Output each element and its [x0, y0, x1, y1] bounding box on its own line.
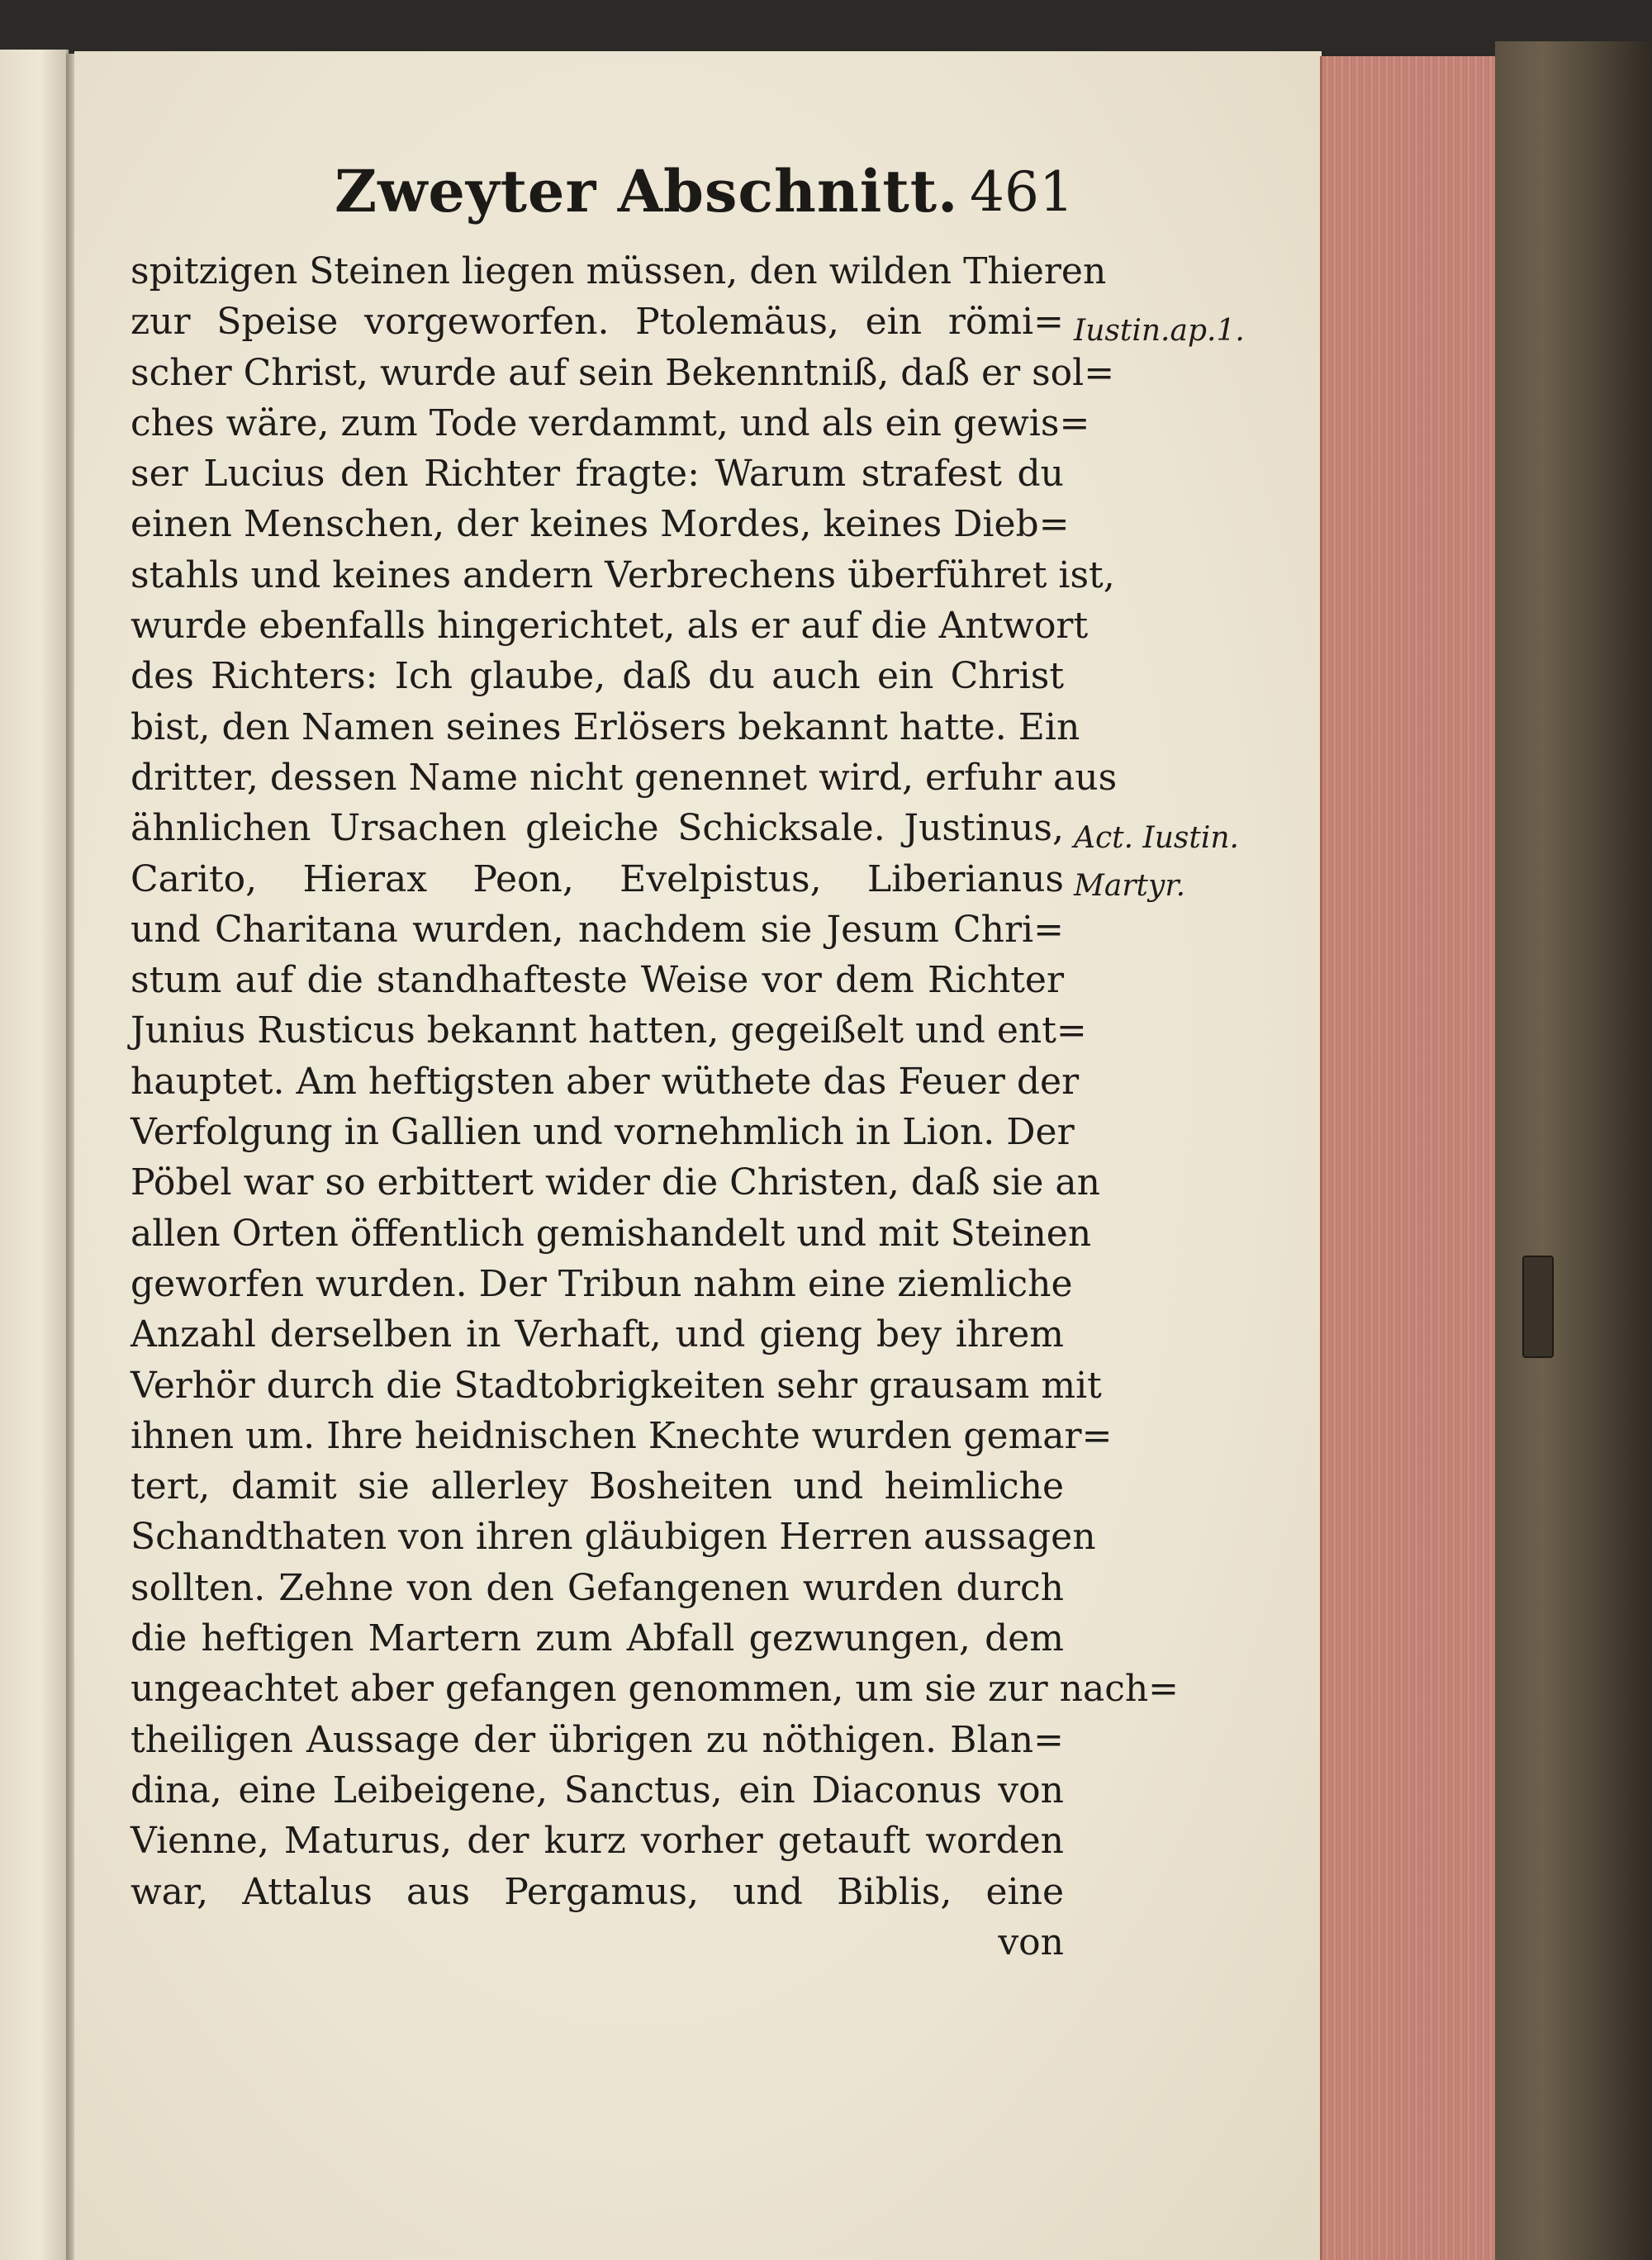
text-line: stum auf die standhafteste Weise vor dem Richter — [131, 959, 1064, 1002]
book-clasp — [1522, 1256, 1554, 1358]
text-line: war, Attalus aus Pergamus, und Biblis, eine — [131, 1870, 1064, 1913]
page-number: 461 — [970, 160, 1074, 224]
text-line: ungeachtet aber gefangen genommen, um sie zur nach= — [131, 1668, 1180, 1711]
text-line: Verhör durch die Stadtobrigkeiten sehr grausam mit — [131, 1364, 1102, 1407]
text-line: des Richters: Ich glaube, daß du auch ein Christ — [131, 655, 1064, 698]
text-line: Verfolgung in Gallien und vornehmlich in Lion. Der — [131, 1111, 1075, 1154]
text-line: Pöbel war so erbittert wider die Christen, daß sie an — [131, 1161, 1100, 1204]
text-line: geworfen wurden. Der Tribun nahm eine ziemliche — [131, 1262, 1073, 1305]
text-line: ches wäre, zum Tode verdammt, und als ein gewis= — [131, 401, 1090, 444]
book-cover — [1495, 41, 1652, 2260]
text-line: und Charitana wurden, nachdem sie Jesum Chri= — [131, 908, 1064, 951]
text-line: zur Speise vorgeworfen. Ptolemäus, ein römi= — [131, 301, 1064, 344]
margin-note-act-iustin: Act. Iustin. — [1074, 821, 1240, 855]
text-line: stahls und keines andern Verbrechens überführet ist, — [131, 553, 1115, 596]
text-line: tert, damit sie allerley Bosheiten und heimliche — [131, 1465, 1064, 1508]
text-line: Carito, Hierax Peon, Evelpistus, Liberianus — [131, 857, 1064, 900]
text-line: bist, den Namen seines Erlösers bekannt hatte. Ein — [131, 705, 1080, 748]
text-line: wurde ebenfalls hingerichtet, als er auf die Antwort — [131, 605, 1089, 648]
text-line: einen Menschen, der keines Mordes, keines Dieb= — [131, 503, 1070, 546]
text-line: ähnlichen Ursachen gleiche Schicksale. Justinus, — [131, 807, 1064, 850]
running-header — [132, 140, 1074, 231]
section-title: Zweyter Abschnitt. — [335, 157, 959, 226]
margin-note-iustin-ap: Iustin.ap.1. — [1074, 314, 1245, 348]
text-line: dina, eine Leibeigene, Sanctus, ein Diaconus von — [131, 1769, 1064, 1811]
text-line: hauptet. Am heftigsten aber wüthete das Feuer der — [131, 1060, 1080, 1103]
catchword: von — [998, 1921, 1064, 1963]
text-line: scher Christ, wurde auf sein Bekenntniß, daß er sol= — [131, 351, 1115, 394]
text-line: Junius Rusticus bekannt hatten, gegeißelt und ent= — [131, 1009, 1087, 1052]
left-page-edge — [0, 50, 69, 2260]
text-line: ser Lucius den Richter fragte: Warum strafest du — [131, 453, 1064, 496]
text-line: allen Orten öffentlich gemishandelt und mit Steinen — [131, 1212, 1092, 1255]
text-line: Vienne, Maturus, der kurz vorher getauft worden — [131, 1820, 1064, 1863]
text-line: die heftigen Martern zum Abfall gezwungen, dem — [131, 1617, 1064, 1660]
text-line: ihnen um. Ihre heidnischen Knechte wurden gemar= — [131, 1414, 1113, 1457]
text-line: Anzahl derselben in Verhaft, und gieng bey ihrem — [131, 1313, 1064, 1356]
text-line: Schandthaten von ihren gläubigen Herren aussagen — [131, 1516, 1096, 1559]
text-line: dritter, dessen Name nicht genennet wird, erfuhr aus — [131, 756, 1118, 799]
page-edges-red — [1320, 56, 1498, 2260]
margin-note-martyr: Martyr. — [1074, 869, 1186, 903]
text-line: sollten. Zehne von den Gefangenen wurden durch — [131, 1566, 1064, 1609]
text-line: spitzigen Steinen liegen müssen, den wilden Thieren — [131, 250, 1107, 292]
text-line: theiligen Aussage der übrigen zu nöthigen. Blan= — [131, 1718, 1064, 1761]
